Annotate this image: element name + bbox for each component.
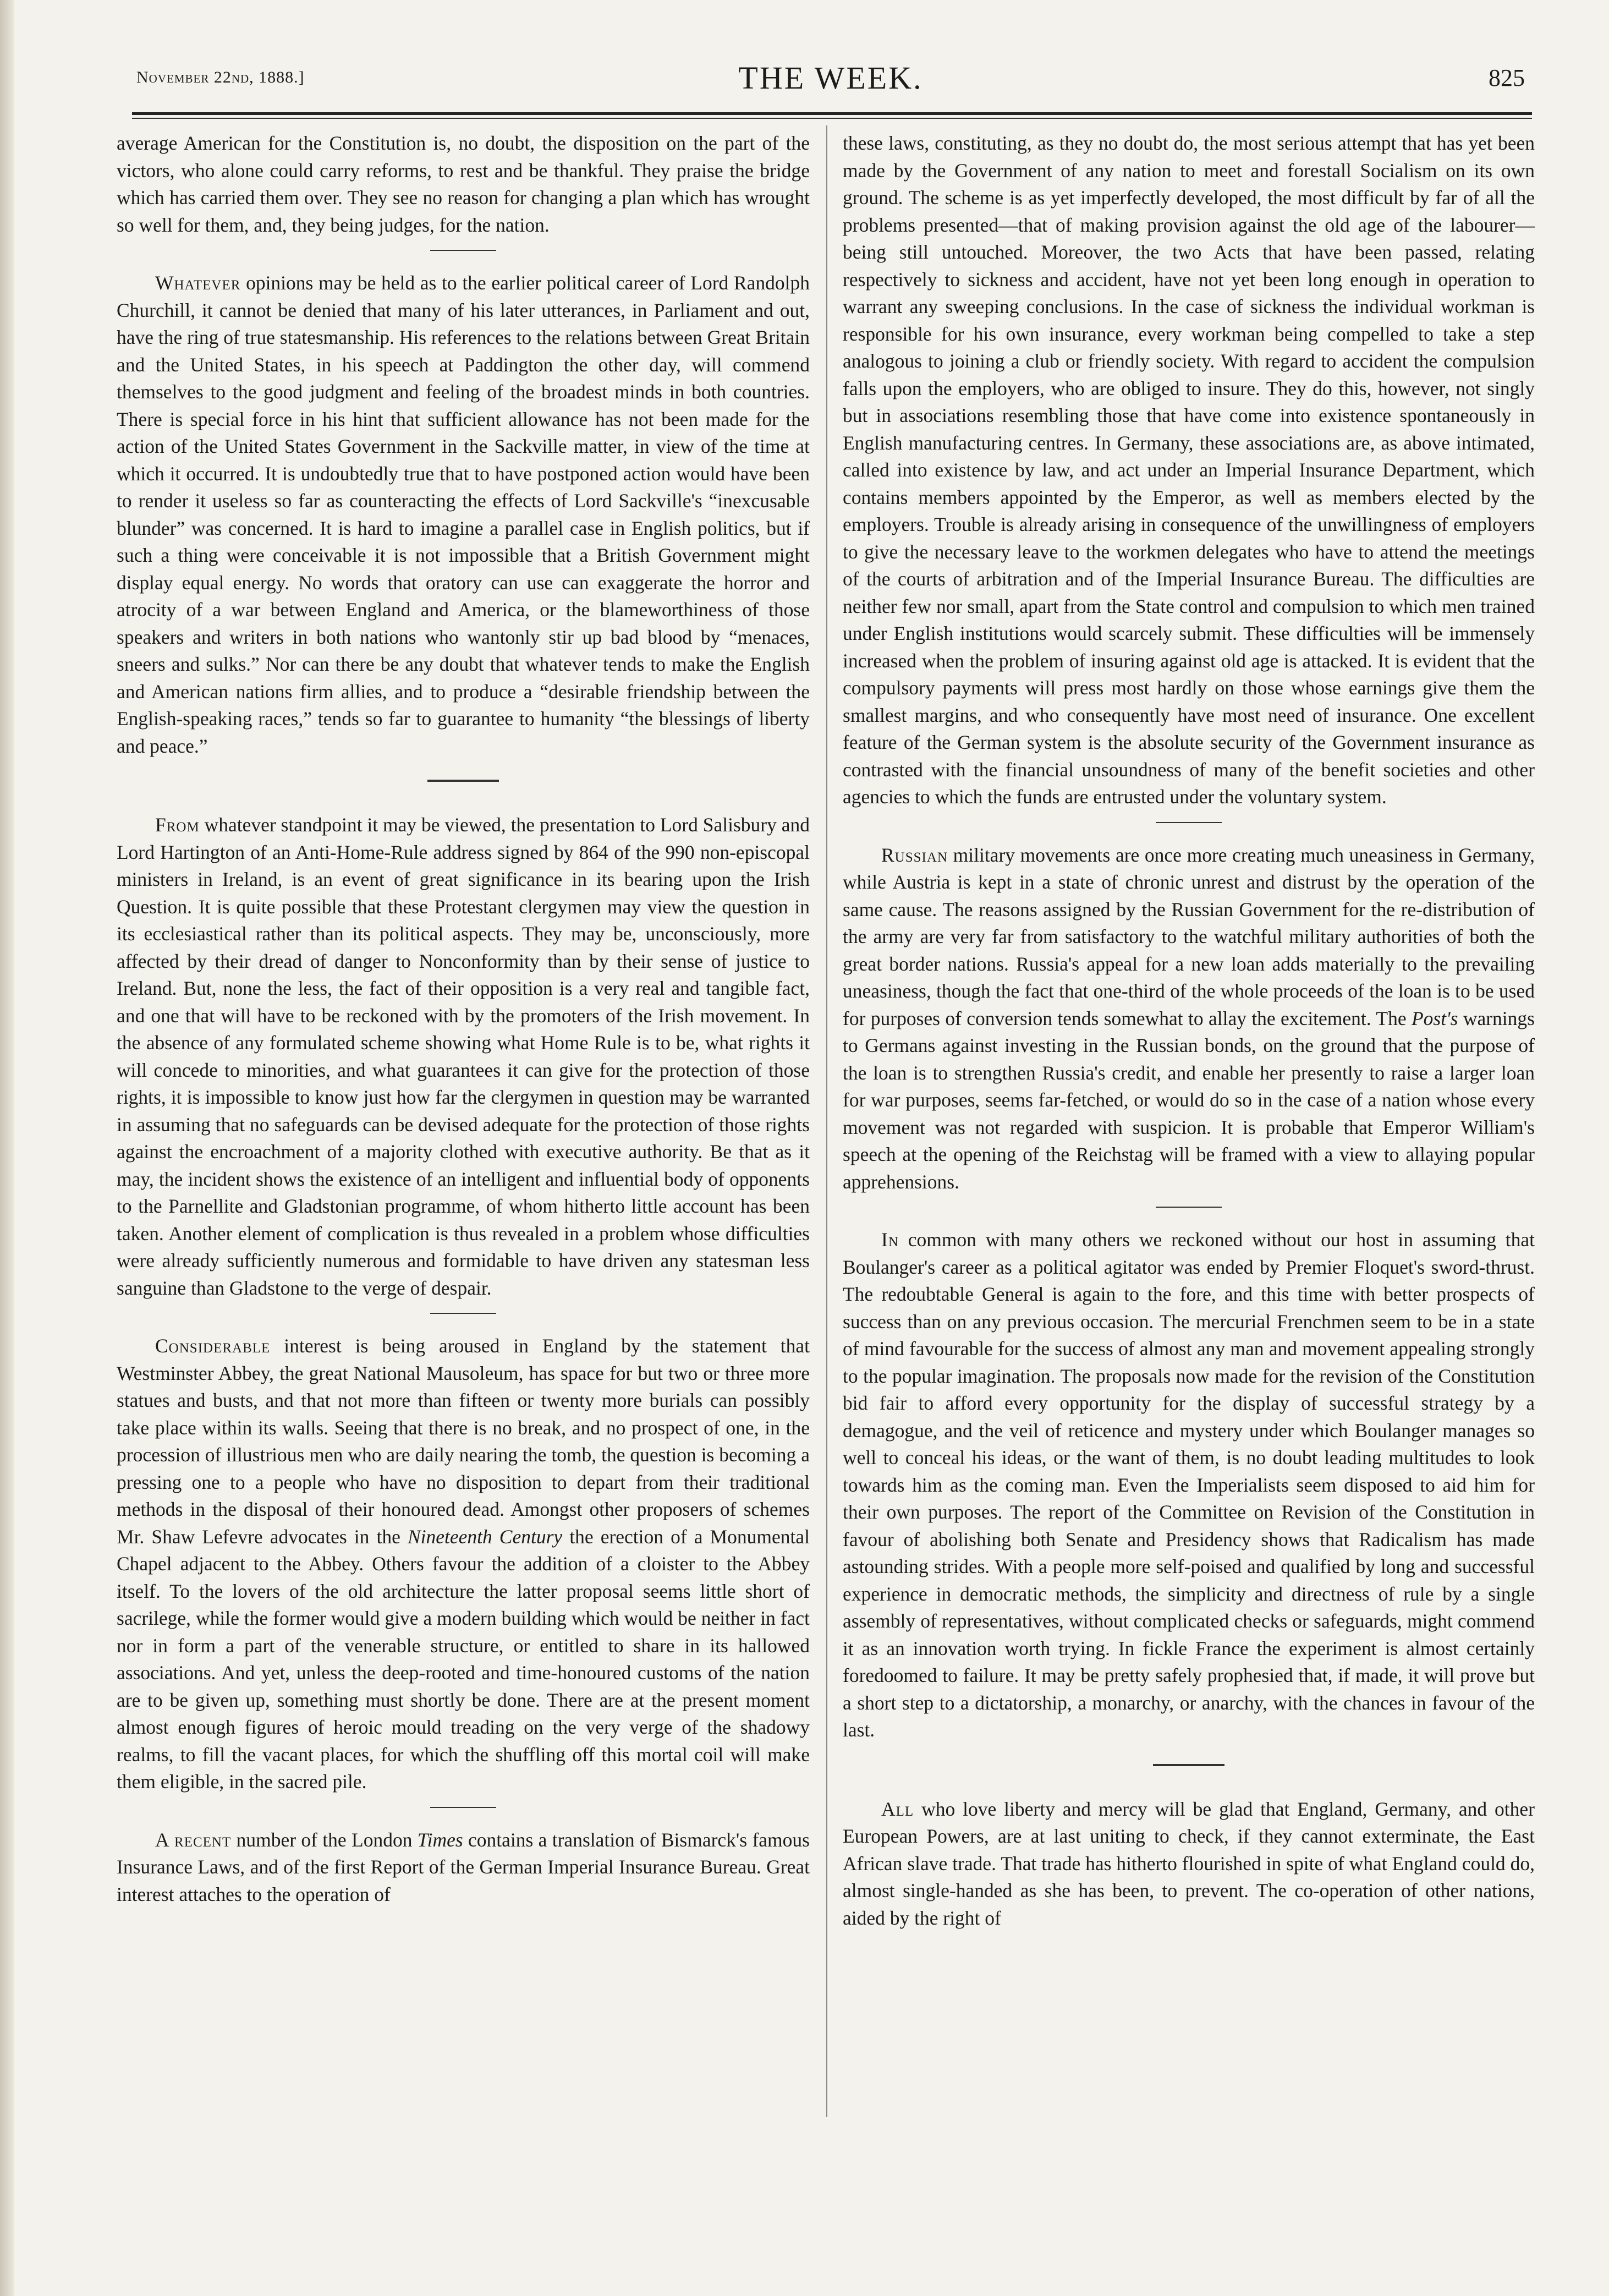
article-text: whatever standpoint it may be viewed, the presentation to Lord Salisbury and Lord Hartington of an Anti-Home-Rule address signed by 864 of the 990 non-episcopal ministers in Ireland, is an event of great significance in its bearing upon the Irish Question. It is quite possible that these Protestant clergymen may view the question in its ecclesiastical rather than its political aspects. They may be, unconsciously, more affected by their dread of danger to Nonconformity than by their sense of justice to Ireland. But, none the less, the fact of their opposition is a very real and tangible fact, and one that will have to be reckoned with by the promoters of the Irish movement. In the absence of any formulated scheme showing what Home Rule is to be, what rights it will concede to minorities, and what guarantees it can give for the protection of those rights, it is impossible to know just how far the clergymen in question may be warranted in assuming that no safeguards can be devised adequate for the protection of those rights against the encroachment of a majority clothed with executive authority. Be that as it may, the incident shows the existence of an intelligent and influential body of opponents to the Parnellite and Gladstonian programme, of whom hitherto little account has been taken. Another element of complication is thus revealed in a problem whose difficulties were already sufficiently numerous and formidable to have driven any statesman less sanguine than Gladstone to the verge of despair. [117,814,810,1299]
article-continuation: average American for the Constitution is, no doubt, the disposition on the part of the victors, who alone could carry reforms, to rest and be thankful. They praise the bridge which has carried them over. They see no reason for changing a plan which has wrought so well for them, and, they being judges, for the nation. [117,132,810,236]
lead-word: From [155,814,200,836]
lead-word: Russian [881,843,948,866]
article-text: who love liberty and mercy will be glad that England, Germany, and other European Powers, are at last uniting to check, if they cannot exterminate, the East African slave trade. That trade has hitherto flourished in spite of what England could do, almost single-handed as she has been, to prevent. The co-operation of other nations, aided by the right of [843,1798,1535,1929]
lead-word: Whatever [155,272,241,294]
italic-title: Nineteenth Century [407,1525,563,1548]
article-churchill [117,270,810,760]
article-boulanger [843,1226,1535,1744]
article-text: common with many others we reckoned without our host in assuming that Boulanger's career as a political agitator was ended by Premier Floquet's sword-thrust. The redoubtable General is again to the fore, and this time with better prospects of success than on any previous occasion. The mercurial Frenchmen seem to be in a state of mind favourable for the success of almost any man and movement appealing strongly to the popular imagination. The proposals now made for the revision of the Constitution bid fair to afford every opportunity for the display of successful strategy by a demagogue, and the veil of reticence and mystery under which Boulanger manages so well to conceal his ideas, or the want of them, is no doubt leading multitudes to look towards him as the coming man. Even the Imperialists seem disposed to aid him for their own purposes. The report of the Committee on Revision of the Constitution in favour of abolishing both Senate and Presidency shows that Radicalism has made astounding strides. With a people more self-poised and qualified by long and successful experience in democratic methods, the simplicity and directness of rule by a single assembly of representatives, without complicated checks or safeguards, might commend it as an innovation worth trying. In fickle France the experiment is almost certainly foredoomed to failure. It may be pretty safely prophesied that, if made, it will prove but a short step to a dictatorship, a monarchy, or anarchy, with the chances in favour of the last. [843,1229,1535,1741]
article-text: military movements are once more creating much uneasiness in Germany, while Austria is kept in a state of chronic unrest and distrust by the operation of the same cause. The reasons assigned by the Russian Government for the re-distribution of the army are very far from satisfactory to the watchful military authorities of both the great border nations. Russia's appeal for a new loan adds materially to the prevailing uneasiness, though the fact that one-third of the whole proceeds of the loan is to be used for purposes of conversion tends somewhat to allay the excitement. The [843,843,1535,1029]
article-text: number of the London [231,1828,418,1851]
column-divider [826,125,827,2117]
article-text: the erection of a Monumental Chapel adjacent to the Abbey. Others favour the addition of a cloister to the Abbey itself. To the lovers of the old architecture the latter proposal seems little short of sacrilege, while the former would give a modern building which would be neither in fact nor in form a part of the venerable structure, or entitled to share in its hallowed associations. And yet, unless the deep-rooted and time-honoured customs of the nation are to be given up, something must shortly be done. There are at the present moment almost enough figures of heroic mould treading on the very verge of the shadowy realms, to fill the vacant places, for which the shuffling off this mortal coil will make them eligible, in the sacred pile. [117,1525,810,1793]
header-rule-thick [132,112,1532,115]
section-separator [430,250,496,251]
lead-word: In [881,1229,899,1251]
italic-title: Post's [1411,1007,1458,1029]
section-separator [1156,822,1222,823]
lead-word: All [881,1798,914,1820]
article-insurance-laws [117,1827,810,1909]
section-separator [1153,1764,1224,1766]
section-separator [1156,1207,1222,1208]
article-russian-movements [843,842,1535,1196]
page-header [132,59,1529,103]
left-column [117,130,810,1908]
page-number: 825 [1489,64,1525,91]
header-rule-thin [132,118,1532,119]
section-separator [430,1807,496,1808]
article-text: contains a translation of Bismarck's famous Insurance Laws, and of the first Report of the German Imperial Insurance Bureau. Great interest attaches to the operation of [117,1828,810,1905]
section-separator [427,780,499,782]
article-text: interest is being aroused in England by the statement that Westminster Abbey, the great National Mausoleum, has space for but two or three more statues and busts, and that not more than fifteen or twenty more burials can possibly take place within its walls. Seeing that there is no break, and no prospect of one, in the procession of illustrious men who are daily nearing the tomb, the question is becoming a pressing one to a people who have no disposition to depart from their traditional methods in the disposal of their honoured dead. Amongst other proposers of schemes Mr. Shaw Lefevre advocates in the [117,1335,810,1548]
publication-title: THE WEEK. [738,60,923,96]
article-westminster-abbey [117,1333,810,1796]
article-text: warnings to Germans against investing in the Russian bonds, on the ground that the purpose of the loan is to strengthen Russia's credit, and enable her presently to raise a larger loan for war purposes, seems far-fetched, or would do so in the case of a nation whose every movement was not regarded with suspicion. It is probable that Emperor William's speech at the opening of the Reichstag will be framed with a view to allaying popular apprehensions. [843,1007,1535,1193]
article-text: opinions may be held as to the earlier political career of Lord Randolph Churchill, it cannot be denied that many of his later utterances, in Parliament and out, have the ring of true statesmanship. His references to the relations between Great Britain and the United States, in his speech at Paddington the other day, will commend themselves to the good judgment and feeling of the broadest minds in both countries. There is special force in his hint that sufficient allowance has not been made for the action of the United States Government in the Sackville matter, in view of the time at which it occurred. It is undoubtedly true that to have postponed action would have been to render it useless so far as counteracting the effects of Lord Sackville's “inexcusable blunder” was concerned. It is hard to imagine a parallel case in English politics, but if such a thing were conceivable it is not impossible that a British Government might display equal energy. No words that oratory can use can exaggerate the horror and atrocity of a war between England and America, or the blameworthiness of those speakers and writers in both nations who wantonly stir up bad blood by “menaces, sneers and sulks.” Nor can there be any doubt that whatever tends to make the English and American nations firm allies, and to produce a “desirable friendship between the English-speaking races,” tends so far to guarantee to humanity “the blessings of liberty and peace.” [117,272,810,757]
page-binding-edge [0,0,14,2296]
article-home-rule [117,812,810,1302]
article-insurance-continuation: these laws, constituting, as they no doubt do, the most serious attempt that has yet been made by the Government of any nation to meet and forestall Socialism on its own ground. The scheme is as yet imperfectly developed, the most difficult by far of all the problems presented—that of making provision against the old age of the labourer—being still untouched. Moreover, the two Acts that have been passed, relating respectively to sickness and accident, have not yet been long enough in operation to warrant any sweeping conclusions. In the case of sickness the individual workman is responsible for his own insurance, every workman being compelled to take a step analogous to joining a club or friendly society. With regard to accident the compulsion falls upon the employers, who are obliged to insure. They do this, however, not singly but in associations resembling those that have come into existence spontaneously in English manufacturing centres. In Germany, these associations are, as above intimated, called into existence by law, and act under an Imperial Insurance Department, which contains members appointed by the Emperor, as well as members elected by the employers. Trouble is already arising in consequence of the unwillingness of employers to give the necessary leave to the workmen delegates who have to attend the meetings of the courts of arbitration and of the Imperial Insurance Bureau. The difficulties are neither few nor small, apart from the State control and compulsion to which men trained under English institutions would scarcely submit. These difficulties will be immensely increased when the problem of insuring against old age is attacked. It is evident that the compulsory payments will press most hardly on those whose earnings give them the smallest margins, and who consequently have most need of insurance. One excellent feature of the German system is the absolute security of the Government insurance as contrasted with the financial unsoundness of many of the benefit societies and other agencies to which the funds are entrusted under the voluntary system. [843,132,1535,808]
italic-title: Times [417,1828,463,1851]
issue-date: November 22nd, 1888.] [136,68,305,86]
article-slave-trade [843,1796,1535,1932]
section-separator [430,1313,496,1314]
lead-word: A recent [155,1828,232,1851]
right-column [843,130,1535,1932]
lead-word: Considerable [155,1335,271,1357]
